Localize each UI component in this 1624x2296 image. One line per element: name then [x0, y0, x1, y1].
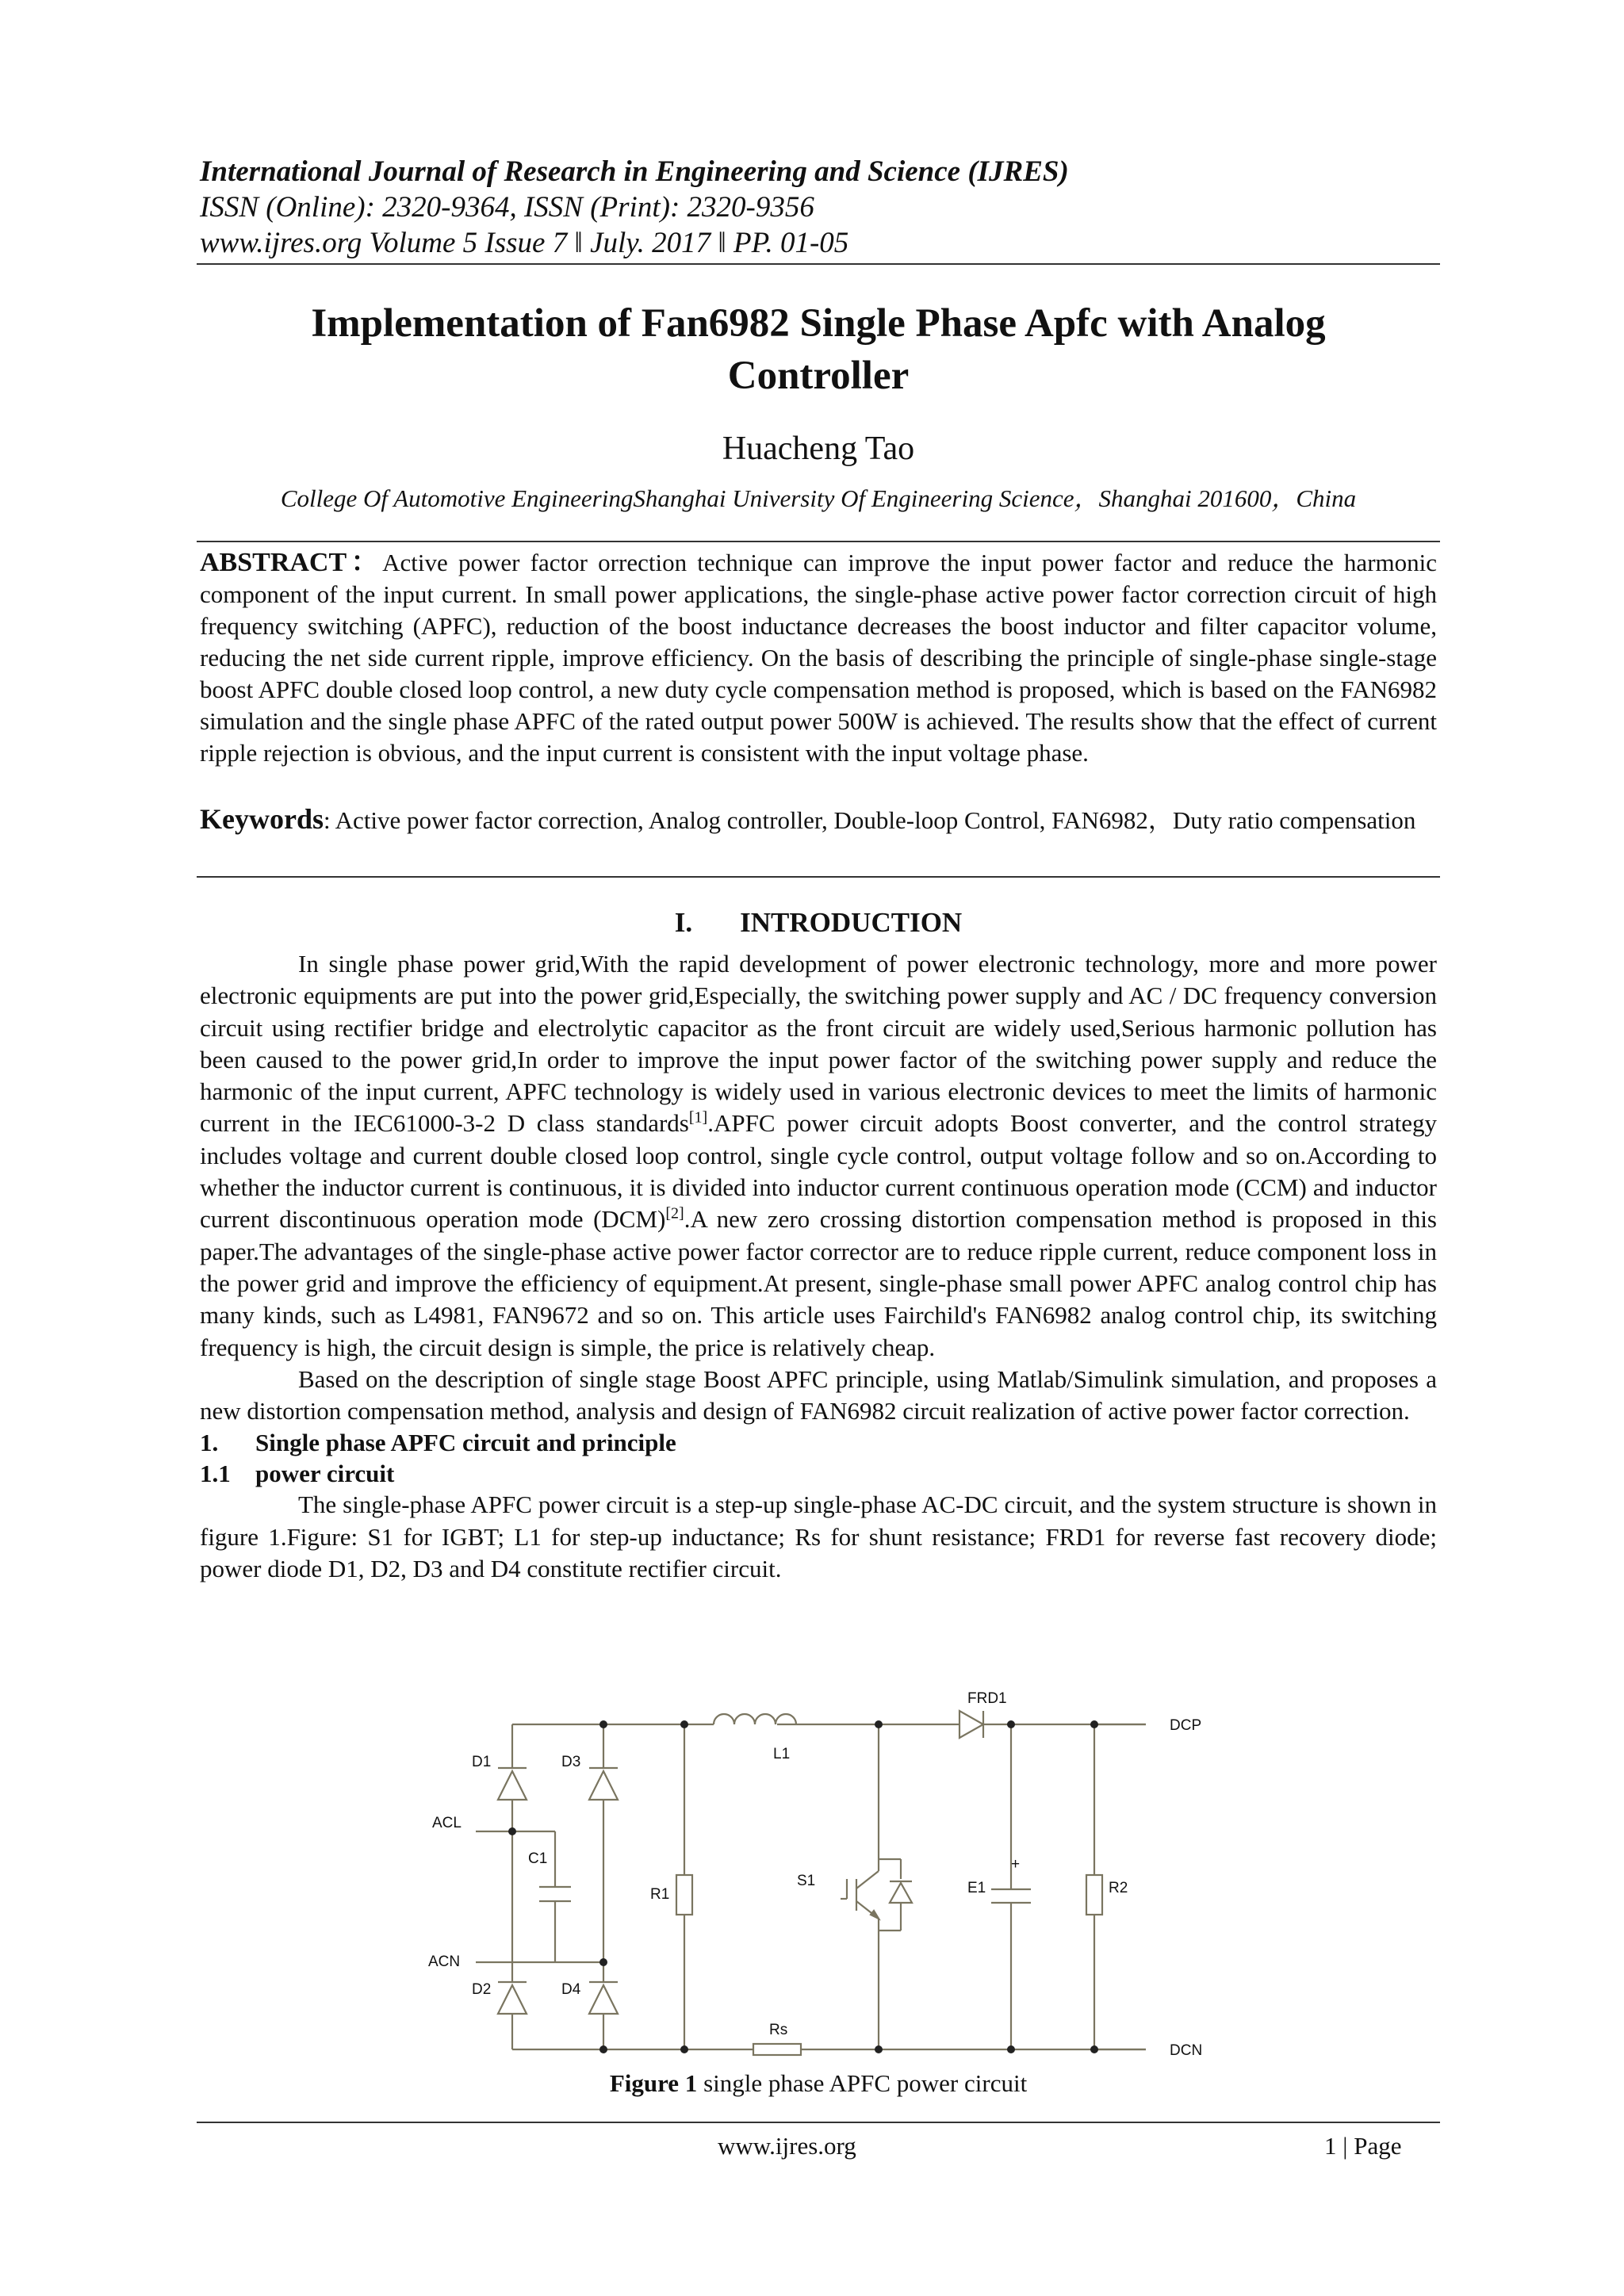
keywords-bottom-rule [197, 876, 1440, 878]
intro-paragraph-1 [200, 948, 1437, 1364]
resistor-rs [753, 2044, 801, 2055]
section-1-title: Single phase APFC circuit and principle [255, 1429, 676, 1457]
paper-title [200, 297, 1437, 402]
intro-p1-part-a: In single phase power grid,With the rapid development of power electronic technology, more and more power electronic equipments are put into the power grid,Especially, the switching power supply and AC / DC frequency conversion circuit using rectifier bridge and electrolytic capacitor as the front circuit are widely used,Serious harmonic pollution has been caused to the power grid,In order to improve the input power factor of the switching power supply and reduce the harmonic of the input current, APFC technology is widely used in various electronic devices to meet the limits of harmonic current in the IEC61000-3-2 D class standards [200, 950, 1437, 1138]
abstract-top-rule [197, 541, 1440, 542]
journal-header [200, 154, 1437, 261]
diode-d2 [498, 1982, 527, 2014]
footer-url: www.ijres.org [718, 2132, 856, 2160]
intro-heading-num: I. [674, 907, 693, 938]
author-name: Huacheng Tao [722, 430, 915, 467]
abstract-sep: ： [347, 548, 383, 577]
diode-d1 [498, 1768, 527, 1800]
label-d1: D1 [472, 1754, 492, 1770]
inductor-l1 [714, 1714, 796, 1724]
diode-frd1 [956, 1711, 983, 1738]
figure-caption [200, 2069, 1437, 2098]
keywords-sep: : [324, 806, 331, 834]
label-d2: D2 [472, 1981, 492, 1998]
label-d3: D3 [561, 1754, 581, 1770]
section-1-1-heading [200, 1458, 1437, 1489]
journal-issn: ISSN (Online): 2320-9364, ISSN (Print): 2320-9356 [200, 191, 814, 224]
igbt-s1 [841, 1859, 912, 1931]
label-r2: R2 [1109, 1880, 1128, 1896]
capacitor-e1 [991, 1889, 1031, 1903]
journal-name: International Journal of Research in Engineering and Science (IJRES) [200, 155, 1069, 188]
label-acn: ACN [428, 1954, 461, 1970]
paper-title-line-1: Implementation of Fan6982 Single Phase Apfc with Analog [311, 301, 1326, 346]
label-c1: C1 [528, 1850, 548, 1867]
diode-d4 [589, 1982, 618, 2014]
label-plus: + [1011, 1856, 1021, 1873]
label-r1: R1 [650, 1886, 670, 1903]
section-1-1-num: 1.1 [200, 1460, 231, 1488]
label-l1: L1 [773, 1746, 791, 1762]
label-e1: E1 [967, 1880, 986, 1896]
resistor-r1 [676, 1875, 692, 1915]
body-text [200, 948, 1437, 1585]
journal-issue: www.ijres.org Volume 5 Issue 7 ǁ July. 2017 ǁ PP. 01-05 [200, 227, 849, 259]
resistor-r2 [1086, 1875, 1102, 1915]
label-dcn: DCN [1170, 2042, 1203, 2059]
header-rule [197, 263, 1440, 265]
abstract-text: Active power factor orrection technique can improve the input power factor and reduce the harmonic component of the input current. In small power applications, the single-phase active power factor correction circuit of high frequency switching (APFC), reduction of the boost inductance decreases the boost inductor and filter capacitor volume, reducing the net side current ripple, improve efficiency. On the basis of describing the principle of single-phase single-stage boost APFC double closed loop control, a new duty cycle compensation method is proposed, which is based on the FAN6982 simulation and the single phase APFC of the rated output power 500W is achieved. The results show that the effect of current ripple rejection is obvious, and the input current is consistent with the input voltage phase. [200, 549, 1438, 767]
abstract-label: ABSTRACT [200, 548, 347, 577]
section-1-1-paragraph: The single-phase APFC power circuit is a step-up single-phase AC-DC circuit, and the system structure is shown in figure 1.Figure: S1 for IGBT; L1 for step-up inductance; Rs for shunt resistance; FRD1 for reverse fast recovery diode; power diode D1, D2, D3 and D4 constitute rectifier circuit. [200, 1490, 1437, 1583]
apfc-circuit-diagram [412, 1689, 1221, 2077]
label-rs: Rs [769, 2022, 788, 2038]
keywords-label: Keywords [200, 803, 324, 835]
figure-label: Figure 1 [609, 2069, 698, 2097]
label-frd1: FRD1 [967, 1690, 1007, 1707]
author-affiliation: College Of Automotive EngineeringShanghai University Of Engineering Science，Shanghai 201600，China [280, 484, 1357, 512]
citation-1: [1] [688, 1109, 708, 1127]
figure-caption-text: single phase APFC power circuit [703, 2069, 1028, 2097]
paper-title-line-2: Controller [727, 354, 910, 398]
intro-p1-part-c: .A new zero crossing distortion compensation method is proposed in this paper.The advantages of the single-phase active power factor corrector are to reduce ripple current, reduce component loss in the power grid and improve the efficiency of equipment.At present, single-phase small power APFC analog control chip has many kinds, such as L4981, FAN9672 and so on. This article uses Fairchild's FAN6982 analog control chip, its switching frequency is high, the circuit design is simple, the price is relatively cheap. [200, 1205, 1438, 1361]
footer-page-number: 1 | Page [1324, 2132, 1402, 2160]
keywords-text: Active power factor correction, Analog controller, Double-loop Control, FAN6982，Duty ratio compensation [335, 806, 1416, 834]
citation-2: [2] [665, 1205, 684, 1223]
footer-rule [197, 2122, 1440, 2123]
section-1-num: 1. [200, 1429, 219, 1457]
intro-p1-part-b: .APFC power circuit adopts Boost converter, and the control strategy includes voltage and current double closed loop control, single cycle control, output voltage follow and so on.According to whether the inductor current is continuous, it is divided into inductor current continuous operation mode (CCM) and inductor current discontinuous operation mode (DCM) [200, 1109, 1437, 1234]
label-acl: ACL [432, 1815, 462, 1831]
capacitor-c1 [539, 1887, 571, 1901]
diode-d3 [589, 1768, 618, 1800]
section-1-heading [200, 1427, 1437, 1458]
label-s1: S1 [797, 1873, 816, 1889]
intro-paragraph-2: Based on the description of single stage Boost APFC principle, using Matlab/Simulink simulation, and proposes a new distortion compensation method, analysis and design of FAN6982 circuit realization of active power factor correction. [200, 1364, 1437, 1425]
section-1-1-title: power circuit [255, 1460, 395, 1488]
keywords [200, 802, 1437, 837]
intro-heading [200, 907, 1437, 939]
intro-heading-text: INTRODUCTION [740, 907, 963, 938]
abstract [200, 547, 1437, 769]
label-dcp: DCP [1170, 1717, 1202, 1734]
label-d4: D4 [561, 1981, 581, 1998]
